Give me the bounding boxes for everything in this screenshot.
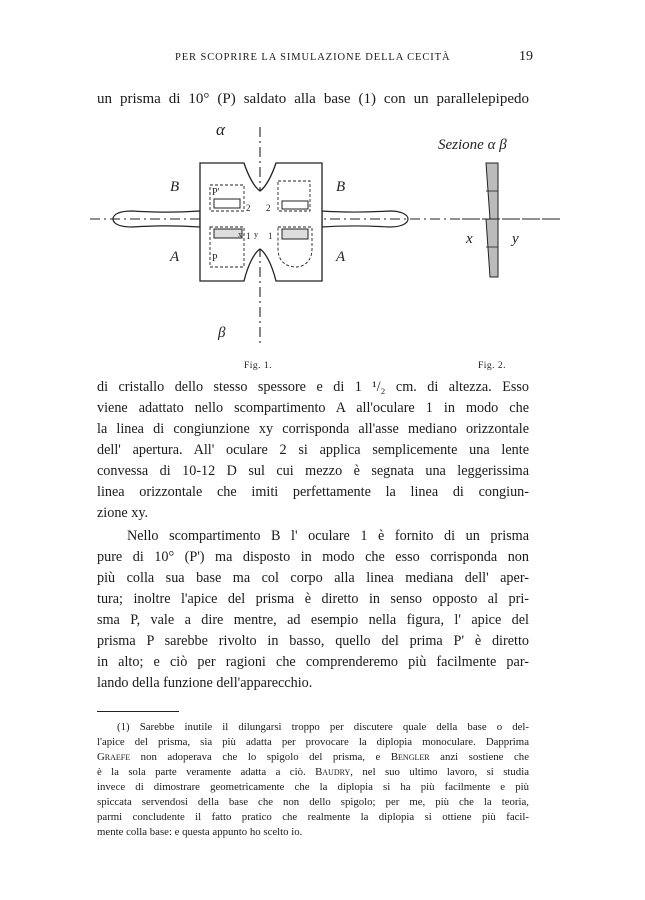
intro-line: un prisma di 10° (P) saldato alla base (1) con un parallelepipedo [97,91,529,107]
footnote-line-3: Graefe non adoperava che lo spigolo del prisma, e Bengler anzi sostiene che [97,751,529,763]
footnote-name-bengler: Bengler [390,751,430,763]
footnote-line-7: parmi concludente il fatto pratico che realmente la diplopia si ottiene più facil- [97,811,529,823]
page-number: 19 [519,49,533,64]
para1-line-5: convessa di 10-12 D sul cui mezzo è segnata una leggerissima [97,463,529,479]
label-1-right: 1 [268,231,273,241]
para1-line-7: zione xy. [97,505,149,521]
footnote-line-5: invece di dimostrare geometricamente che la diplopia si ha più facilmente e più [97,781,529,793]
fig2-section-bottom [486,219,498,277]
label-B-right: B [336,179,346,195]
label-A-left: A [170,249,180,265]
footnote-line-4: è la sola parte veramente adatta a ciò. Baudry, nel suo ultimo lavoro, si studia [97,766,529,778]
fig2-label-x: x [466,231,473,247]
footnote-name-graefe: Graefe [97,751,131,763]
para1-line-4: dell' apertura. All' oculare 2 si applica semplicemente una lente [97,442,529,458]
lens-right-bottom [282,229,308,239]
label-x-fig1: x [238,230,242,239]
fig2-title: Sezione α β [438,137,507,153]
footnote-line-6: spiccata servendosi della base che non dello spigolo; per me, più che la teoria, [97,796,529,808]
footnote-rule [97,711,179,712]
para2-line-3: più colla sua base ma col corpo alla linea mediana dell' aper- [97,570,529,586]
para2-line-8: lando della funzione dell'apparecchio. [97,675,313,691]
running-head: PER SCOPRIRE LA SIMULAZIONE DELLA CECITÀ [175,52,451,63]
para2-line-6: prisma P sarebbe rivolto in basso, quello del prima P' è diretto [97,633,529,649]
footnote-line-1: (1) Sarebbe inutile il dilungarsi troppo per discutere quale della base o del- [117,721,529,733]
fig1-caption: Fig. 1. [244,361,273,371]
label-1-left: 1 [246,231,251,241]
para2-line-7: in alto; e ciò per ragioni che comprenderemo più facilmente par- [97,654,529,670]
para1-line-2: viene adattato nello scompartimento A all'oculare 1 in modo che [97,400,529,416]
label-2-left: 2 [246,203,251,213]
footnote-name-baudry: Baudry [315,766,351,778]
para2-line-2: pure di 10° (P') ma disposto in modo che esso corrisponda non [97,549,529,565]
para2-line-1: Nello scompartimento B l' oculare 1 è fornito di un prisma [127,528,529,544]
label-2-right: 2 [266,203,271,213]
fig2-label-y: y [512,231,519,247]
para1-line-6: linea orizzontale che imiti perfettamente la linea di congiun- [97,484,529,500]
footnote-line-2: l'apice del prisma, sia più adatta per provocare la diplopia monoculare. Dapprima [97,736,529,748]
label-beta: β [218,325,226,341]
page-header [0,49,645,70]
label-A-right: A [336,249,346,265]
para2-line-5: sma P, vale a dire mentre, ad esempio nella figura, l' apice del [97,612,529,628]
para1-line-3: la linea di congiunzione xy corrisponda all'asse mediano orizzontale [97,421,529,437]
fig2-caption: Fig. 2. [478,361,507,371]
label-y-fig1: y [254,230,258,239]
label-B-left: B [170,179,180,195]
label-p: P [212,253,218,264]
label-p-prime: P' [212,187,220,198]
footnote-line-8: mente colla base: e questa appunto ho scelto io. [97,826,303,838]
label-alpha: α [216,120,225,139]
para1-line-1: di cristallo dello stesso spessore e di 1 ¹/₂ cm. di altezza. Esso [97,379,529,395]
figure-1-diagram [0,115,645,380]
para2-line-4: tura; inoltre l'apice del prisma è diretto in senso opposto al pri- [97,591,529,607]
